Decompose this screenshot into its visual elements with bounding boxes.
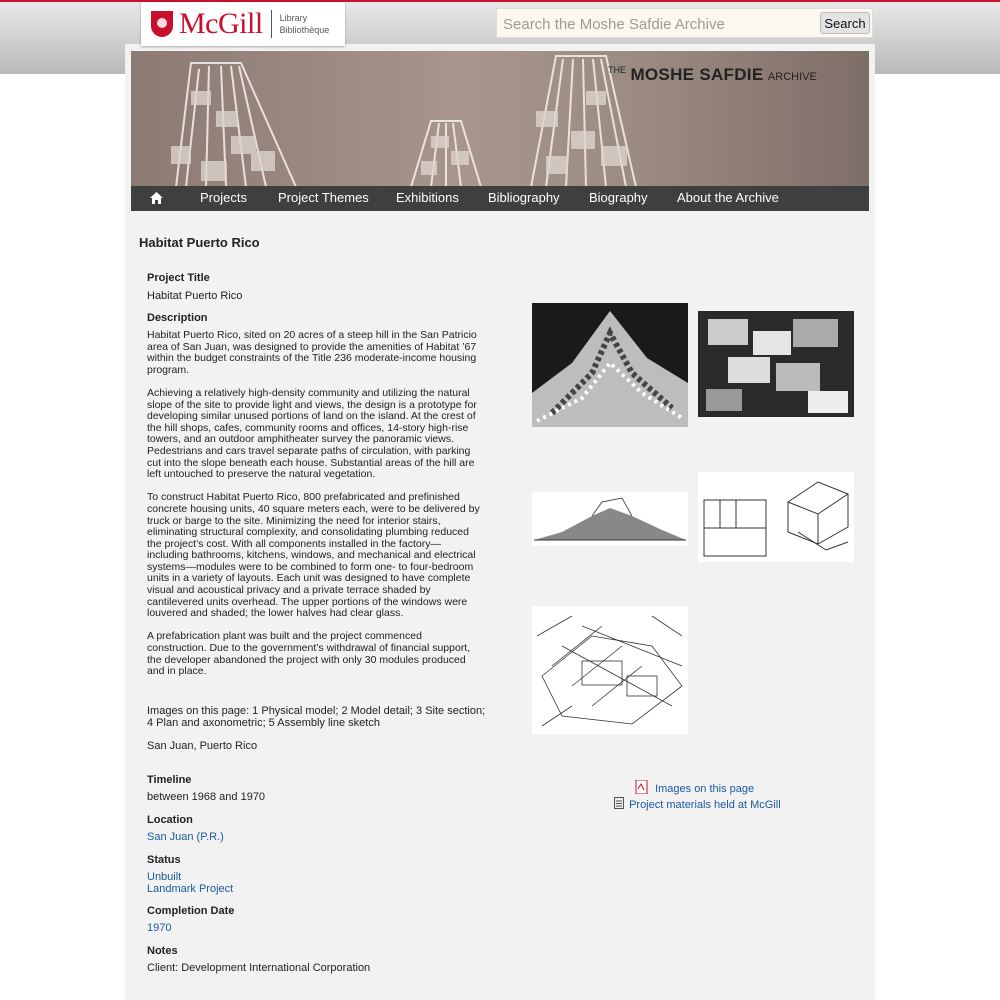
location-link[interactable]: San Juan (P.R.) [147,831,224,843]
logo-divider [271,10,272,38]
project-title-value: Habitat Puerto Rico [147,290,243,302]
home-icon[interactable] [149,191,164,205]
assembly-sketch-image[interactable] [532,606,688,734]
images-pdf-link[interactable] [635,780,754,795]
nav-exhibitions[interactable]: Exhibitions [396,190,459,205]
images-note: Images on this page: 1 Physical model; 2 Model detail; 3 Site section; 4 Plan and axonometric; 5 Assembly line sketch [147,705,486,729]
plan-axonometric-image[interactable] [698,472,854,562]
search-button[interactable]: Search [820,12,870,34]
location-label: Location [147,814,193,826]
main-nav [131,186,869,211]
description-label: Description [147,312,208,324]
completion-label: Completion Date [147,905,235,917]
nav-bibliography[interactable]: Bibliography [488,190,560,205]
project-title-label: Project Title [147,272,210,284]
logo-line-library: Library [279,13,308,23]
mcgill-shield-icon [151,11,173,37]
status-link-landmark[interactable]: Landmark Project [147,883,234,895]
notes-value: Client: Development International Corporation [147,962,371,974]
place-value: San Juan, Puerto Rico [147,740,258,752]
page-title: Habitat Puerto Rico [139,235,260,250]
project-materials-link[interactable] [614,797,781,811]
nav-about-archive[interactable]: About the Archive [677,190,779,205]
description-paragraph: Achieving a relatively high-density community and utilizing the natural slope of the site to provide light and views, the design is a prototype for developing similar unused portions of land on the island. At the crest of the hill shops, cafes, community rooms and offices, 14-story high-rise towers, and an outdoor amphitheater survey the panoramic views. Pedestrians and cars travel separate paths of circulation, with parking cut into the slope beneath each house. Substantial areas of the hill are left untouched to preserve the natural vegetation. [147,386,477,481]
document-icon [614,797,624,809]
mcgill-logo[interactable] [141,2,345,46]
banner-title-prefix: THE [608,65,626,75]
notes-label: Notes [147,945,178,957]
logo-wordmark: McGill [179,7,263,40]
banner-title [608,65,817,85]
site-section-image[interactable] [532,492,688,546]
description-paragraph: A prefabrication plant was built and the project commenced construction. Due to the government’s withdrawal of financial support, the developer abandoned the project with only 30 modules produced and in place. [147,630,471,678]
status-link-unbuilt[interactable]: Unbuilt [147,871,182,883]
images-pdf-link-label[interactable]: Images on this page [655,783,755,795]
pdf-icon [635,780,648,794]
search-input[interactable] [497,9,823,39]
nav-projects[interactable]: Projects [200,190,247,205]
archive-banner [131,51,869,187]
logo-library-text [280,12,330,36]
description-paragraph: To construct Habitat Puerto Rico, 800 prefabricated and prefinished concrete housing units, 40 square meters each, were to be delivered by truck or barge to the site. Minimizing the need for interior stairs, eliminating structural complexity, and consolidating plumbing reduced the project’s cost. With all components installed in the factory—including bathrooms, kitchens, windows, and mechanical and electrical systems—modules were to be combined to form one- to four-bedroom units in a variety of layouts. Each unit was designed to have complete visual and acoustical privacy and a private terrace shaded by cantilevered units overhead. The upper portions of the windows were louvered and shaded; the lower halves had clear glass. [147,491,480,620]
logo-line-bibliotheque: Bibliothèque [279,25,330,35]
model-detail-image[interactable] [698,311,854,417]
search-box [496,8,873,38]
status-label: Status [147,854,181,866]
description-paragraph: Habitat Puerto Rico, sited on 20 acres of a steep hill in the San Patricio area of San Juan, was designed to provide the amenities of Habitat ’67 within the budget constraints of the Title 236 moderate-income housing program. [147,329,477,376]
banner-title-suffix: ARCHIVE [767,71,817,83]
timeline-label: Timeline [147,774,192,786]
physical-model-image[interactable] [532,303,688,427]
project-materials-link-label[interactable]: Project materials held at McGill [629,799,781,811]
nav-project-themes[interactable]: Project Themes [278,190,369,205]
nav-biography[interactable]: Biography [589,190,648,205]
timeline-value: between 1968 and 1970 [147,791,266,803]
description-text [147,330,482,689]
banner-title-main: MOSHE SAFDIE [630,65,764,84]
completion-link[interactable]: 1970 [147,922,172,934]
